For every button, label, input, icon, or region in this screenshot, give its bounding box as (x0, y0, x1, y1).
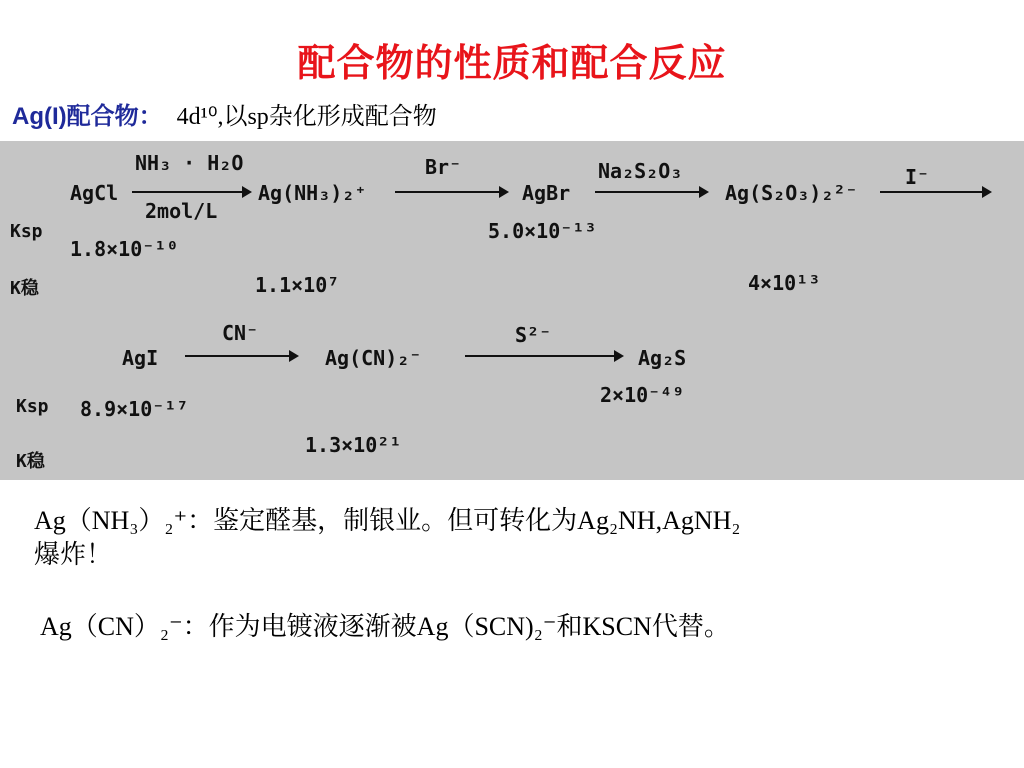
product-ag-cn: Ag(CN)₂⁻ (325, 346, 422, 370)
arrow-3 (595, 191, 707, 193)
arrow-1 (132, 191, 250, 193)
kstab-label-1: K稳 (10, 278, 39, 299)
ksp-label-2: Ksp (16, 396, 49, 417)
arrow-6 (465, 355, 622, 357)
ksp-ag2s: 2×10⁻⁴⁹ (600, 383, 685, 407)
note-line-1: Ag（NH₃）₂⁺：鉴定醛基，制银业。但可转化为Ag₂NH,AgNH₂ (34, 506, 741, 535)
product-ag-s2o3: Ag(S₂O₃)₂²⁻ (725, 181, 858, 205)
arrow-5 (185, 355, 297, 357)
ksp-agcl: 1.8×10⁻¹⁰ (70, 237, 179, 261)
reagent-conc: 2mol/L (145, 199, 218, 223)
subtitle-text: 4d¹⁰,以sp杂化形成配合物 (176, 104, 437, 130)
kstab-ag-nh3: 1.1×10⁷ (255, 273, 340, 297)
kstab-ag-s2o3: 4×10¹³ (748, 271, 821, 295)
note-line-1b: 爆炸！ (34, 540, 113, 569)
page-title: 配合物的性质和配合反应 (297, 41, 727, 85)
agi: AgI (122, 346, 159, 370)
reagent-cn: CN⁻ (222, 321, 259, 345)
product-ag-nh3: Ag(NH₃)₂⁺ (258, 181, 367, 205)
reagent-br: Br⁻ (425, 155, 462, 179)
kstab-label-2: K稳 (16, 451, 45, 472)
reagent-nh3-h2o: NH₃ · H₂O (135, 151, 244, 175)
subtitle-prefix: Ag(I)配合物： (12, 103, 163, 130)
arrow-2 (395, 191, 507, 193)
ksp-agbr: 5.0×10⁻¹³ (488, 219, 597, 243)
reagent-i: I⁻ (905, 165, 930, 189)
product-ag2s: Ag₂S (638, 346, 687, 370)
note-line-2: Ag（CN）₂⁻：作为电镀液逐渐被Ag（SCN)₂⁻和KSCN代替。 (40, 612, 730, 641)
ksp-agi: 8.9×10⁻¹⁷ (80, 397, 189, 421)
subtitle (12, 96, 437, 131)
arrow-4 (880, 191, 990, 193)
reaction-panel (0, 141, 1024, 480)
reagent-na2s2o3: Na₂S₂O₃ (598, 159, 683, 183)
ksp-label-1: Ksp (10, 221, 43, 242)
kstab-ag-cn: 1.3×10²¹ (305, 433, 402, 457)
product-agbr: AgBr (522, 181, 571, 205)
agcl: AgCl (70, 181, 119, 205)
reagent-s2: S²⁻ (515, 323, 552, 347)
